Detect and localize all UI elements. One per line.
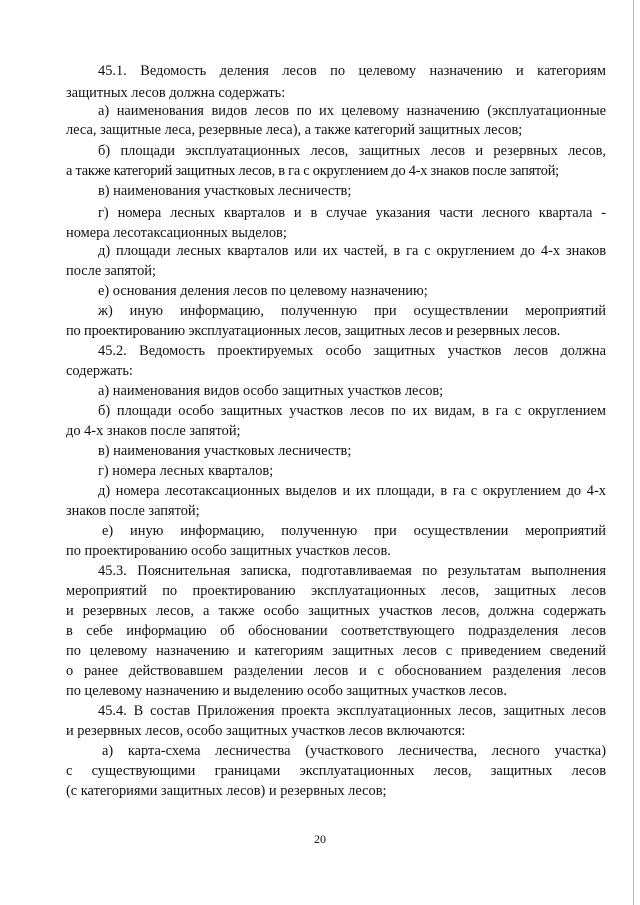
item-45-1-b-line-2: а также категорий защитных лесов, в га с округлением до 4-х знаков после запятой;: [66, 163, 559, 179]
item-45-4-a-line-1: а) карта-схема лесничества (участкового лесничества, лесного участка): [102, 743, 606, 759]
item-45-2-v: в) наименования участковых лесничеств;: [98, 443, 352, 459]
paragraph-45-3-line-2: мероприятий по проектированию эксплуатационных лесов, защитных лесов: [66, 583, 606, 599]
paragraph-45-1-line-2: защитных лесов должна содержать:: [66, 85, 286, 101]
item-45-2-e-line-2: по проектированию особо защитных участков лесов.: [66, 543, 391, 559]
item-45-2-d-line-1: д) номера лесотаксационных выделов и их площади, в га с округлением до 4-х: [98, 483, 606, 499]
paragraph-45-2-line-1: 45.2. Ведомость проектируемых особо защитных участков лесов должна: [98, 343, 606, 359]
item-45-2-e-line-1: е) иную информацию, полученную при осуществлении мероприятий: [102, 523, 606, 539]
item-45-1-g-line-1: г) номера лесных кварталов и в случае указания части лесного квартала -: [98, 205, 606, 221]
item-45-1-b-line-1: б) площади эксплуатационных лесов, защитных лесов и резервных лесов,: [98, 143, 606, 159]
item-45-2-d-line-2: знаков после запятой;: [66, 503, 200, 519]
item-45-1-a-line-1: а) наименования видов лесов по их целевому назначению (эксплуатационные: [98, 103, 606, 119]
item-45-1-zh-line-1: ж) иную информацию, полученную при осуществлении мероприятий: [98, 303, 606, 319]
paragraph-45-2-line-2: содержать:: [66, 363, 133, 379]
paragraph-45-3-line-3: и резервных лесов, а также особо защитных участков лесов, должна содержать: [66, 603, 606, 619]
paragraph-45-1-line-1: 45.1. Ведомость деления лесов по целевому назначению и категориям: [98, 63, 606, 79]
paragraph-45-3-line-6: о ранее действовавшем разделении лесов и с обоснованием разделения лесов: [66, 663, 606, 679]
item-45-4-a-line-3: (с категориями защитных лесов) и резервных лесов;: [66, 783, 387, 799]
item-45-2-b-line-1: б) площади особо защитных участков лесов по их видам, в га с округлением: [98, 403, 606, 419]
item-45-1-e: е) основания деления лесов по целевому назначению;: [98, 283, 428, 299]
paragraph-45-3-line-5: по целевому назначению и категориям защитных лесов с приведением сведений: [66, 643, 606, 659]
paragraph-45-3-line-1: 45.3. Пояснительная записка, подготавливаемая по результатам выполнения: [98, 563, 606, 579]
page-number: 20: [314, 832, 326, 846]
item-45-1-a-line-2: леса, защитные леса, резервные леса), а также категорий защитных лесов;: [66, 122, 523, 138]
item-45-1-d-line-1: д) площади лесных кварталов или их частей, в га с округлением до 4-х знаков: [98, 243, 606, 259]
item-45-2-g: г) номера лесных кварталов;: [98, 463, 274, 479]
item-45-2-b-line-2: до 4-х знаков после запятой;: [66, 423, 241, 439]
paragraph-45-3-line-4: в себе информацию об обосновании соответствующего подразделения лесов: [66, 623, 606, 639]
paragraph-45-3-line-7: по целевому назначению и выделению особо защитных участков лесов.: [66, 683, 507, 699]
item-45-1-zh-line-2: по проектированию эксплуатационных лесов, защитных лесов и резервных лесов.: [66, 323, 561, 339]
item-45-2-a: а) наименования видов особо защитных участков лесов;: [98, 383, 444, 399]
item-45-1-d-line-2: после запятой;: [66, 263, 157, 279]
item-45-4-a-line-2: с существующими границами эксплуатационных лесов, защитных лесов: [66, 763, 606, 779]
paragraph-45-4-line-1: 45.4. В состав Приложения проекта эксплуатационных лесов, защитных лесов: [98, 703, 606, 719]
item-45-1-g-line-2: номера лесотаксационных выделов;: [66, 225, 287, 241]
item-45-1-v: в) наименования участковых лесничеств;: [98, 183, 352, 199]
paragraph-45-4-line-2: и резервных лесов, особо защитных участков лесов включаются:: [66, 723, 466, 739]
